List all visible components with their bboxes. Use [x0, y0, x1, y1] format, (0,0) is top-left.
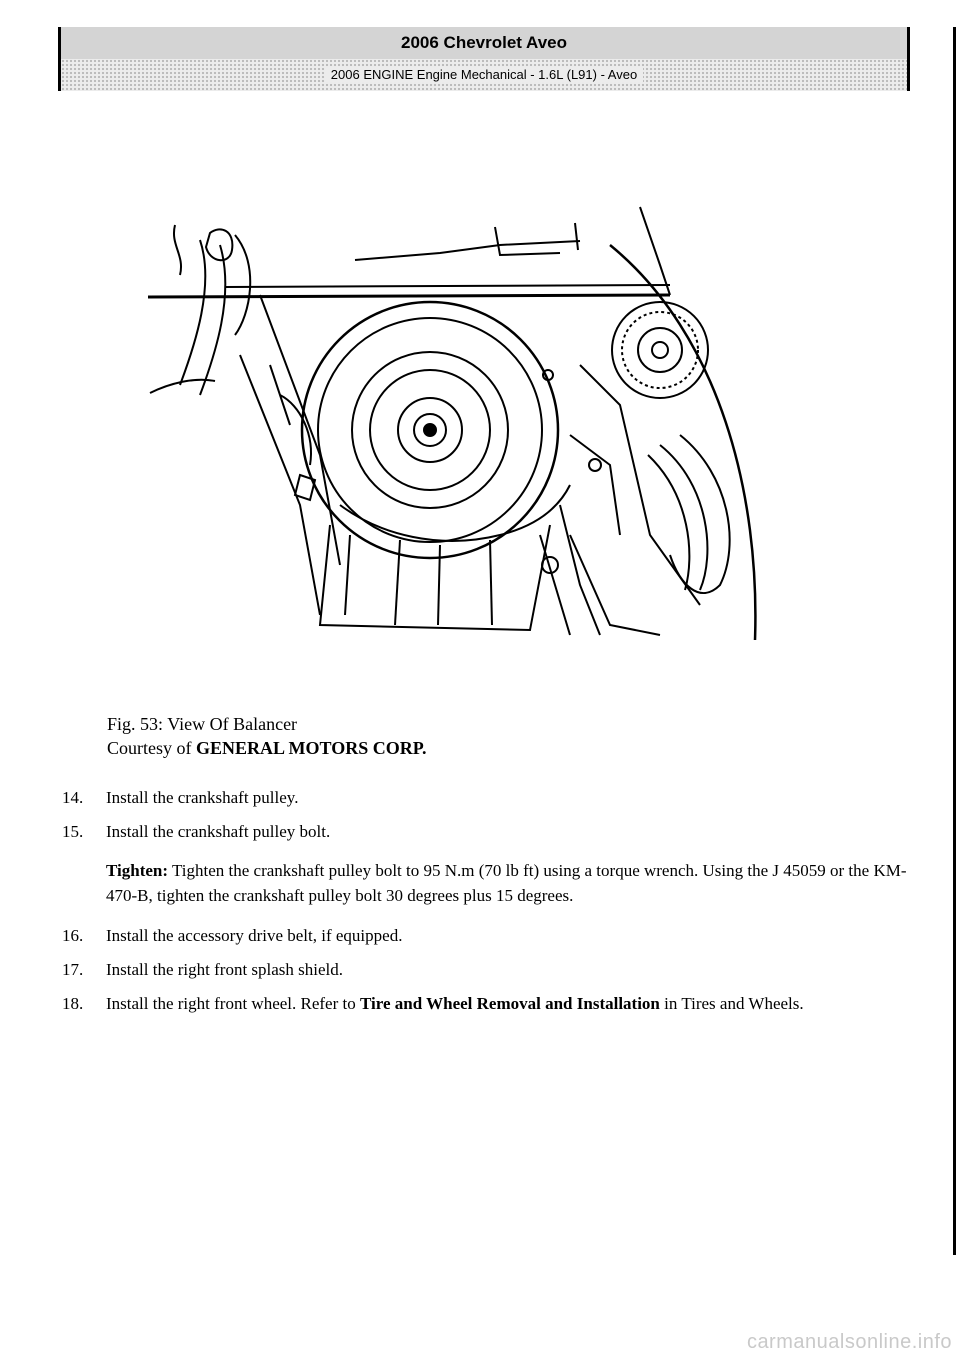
step-15 [62, 820, 932, 844]
step-text-prefix: Install the right front wheel. Refer to [106, 994, 360, 1013]
step-17 [62, 958, 932, 982]
step-number: 16. [62, 926, 84, 945]
step-number: 14. [62, 788, 84, 807]
step-16 [62, 924, 932, 948]
step-18 [62, 992, 932, 1016]
balancer-illustration [140, 205, 770, 640]
tighten-note [62, 858, 932, 908]
step-text: Install the accessory drive belt, if equipped. [106, 926, 403, 945]
courtesy-prefix: Courtesy of [107, 738, 196, 758]
step-text: Install the right front splash shield. [106, 960, 344, 979]
tighten-label: Tighten: [106, 861, 169, 880]
step-number: 17. [62, 960, 84, 979]
step-14 [62, 786, 932, 810]
tire-wheel-link[interactable]: Tire and Wheel Removal and Installation [359, 994, 660, 1013]
page-right-border [953, 27, 956, 1255]
figure-caption [107, 712, 427, 760]
step-number: 15. [62, 822, 84, 841]
step-number: 18. [62, 994, 84, 1013]
figure-caption-title: Fig. 53: View Of Balancer [107, 714, 298, 734]
tighten-text: Tighten the crankshaft pulley bolt to 95 N.m (70 lb ft) using a torque wrench. Using the J 45059 or the KM-470-B, tighten the crankshaft pulley bolt 30 degrees plus 15 degrees. [106, 861, 907, 905]
step-text-suffix: in Tires and Wheels. [659, 994, 804, 1013]
header-subtitle: 2006 ENGINE Engine Mechanical - 1.6L (L91) - Aveo [325, 67, 643, 82]
courtesy-company: GENERAL MOTORS CORP. [196, 738, 427, 758]
header-subtitle-bar [61, 59, 907, 91]
step-text: Install the crankshaft pulley bolt. [106, 822, 331, 841]
header-title: 2006 Chevrolet Aveo [61, 27, 907, 59]
step-text: Install the crankshaft pulley. [106, 788, 299, 807]
site-watermark: carmanualsonline.info [746, 1331, 952, 1353]
page-header [58, 27, 910, 91]
procedure-steps [62, 786, 932, 1026]
figure-courtesy [107, 736, 427, 760]
